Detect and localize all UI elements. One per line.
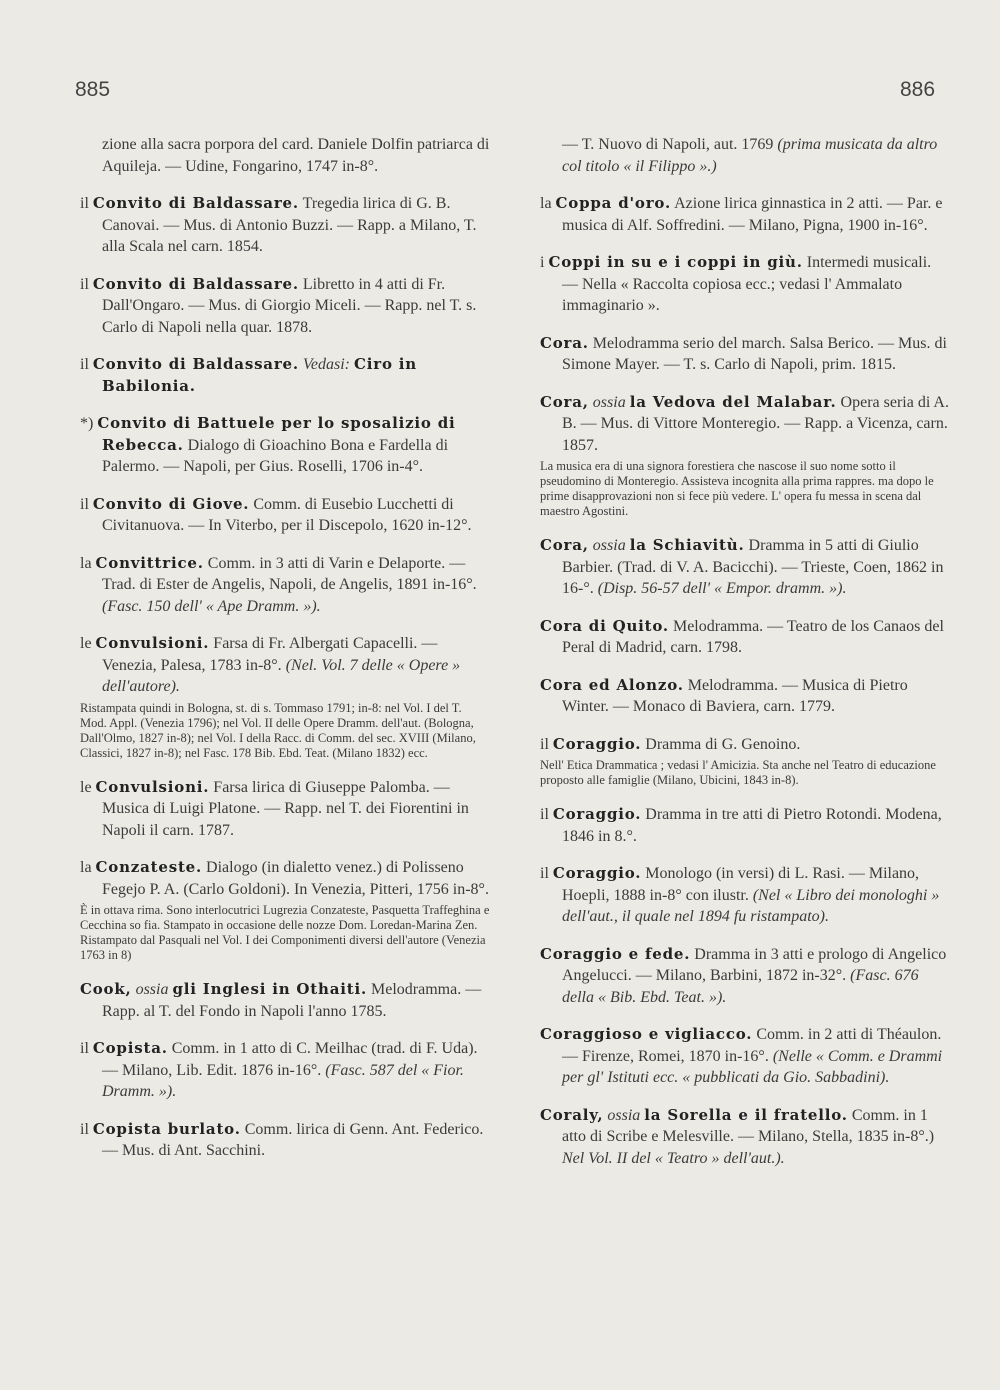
- entry-body: Intermedi musicali. — Nella « Raccolta copiosa ecc.; vedasi l' Ammalato immaginario ».: [562, 254, 932, 314]
- entry-headword: Cora ed Alonzo.: [540, 675, 684, 694]
- entry-body: zione alla sacra porpora del card. Daniele Dolfin patriarca di Aquileja. — Udine, Fongarino, 1747 in-8°.: [102, 136, 490, 175]
- entry-article: il: [80, 1040, 89, 1057]
- entry-article: il: [80, 275, 89, 293]
- entry-article: il: [80, 1120, 89, 1138]
- entry-article: il: [540, 865, 549, 882]
- entry-article: i: [540, 254, 545, 271]
- entry-headword: Convulsioni.: [95, 777, 210, 796]
- entry-headword: Convulsioni.: [95, 634, 210, 652]
- entry-headword: Coraggioso e vigliacco.: [540, 1025, 753, 1043]
- entry-headword: Convito di Baldassare.: [92, 194, 299, 212]
- dictionary-entry: [80, 553, 490, 618]
- entry-body: Dialogo (in dialetto venez.) di Polisseno Fegejo P. A. (Carlo Goldoni). In Venezia, Pitteri, 1756 in-8°.: [102, 859, 489, 898]
- entry-article: la: [80, 859, 92, 876]
- entry-headword: Copista.: [92, 1039, 168, 1057]
- entry-headword: Coraggio e fede.: [540, 944, 691, 963]
- entry-headword: Convito di Battuele per lo sposalizio di Rebecca.: [97, 414, 456, 454]
- dictionary-entry: [80, 494, 490, 537]
- entry-body: Libretto in 4 atti di Fr. Dall'Ongaro. — Mus. di Giorgio Miceli. — Rapp. nel T. s. Carlo di Napoli nella quar. 1878.: [102, 275, 477, 336]
- entry-body: Comm. in 1 atto di Scribe e Melesville. — Milano, Stella, 1835 in-8°.): [562, 1106, 935, 1145]
- entry-body: Azione lirica ginnastica in 2 atti. — Par. e musica di Alf. Soffredini. — Milano, Pigna, 1900 in-16°.: [562, 195, 943, 234]
- entry-headword: Coraggio.: [552, 734, 642, 753]
- entry-italic-note: (Nel « Libro dei monologhi » dell'aut., il quale nel 1894 fu ristampato).: [562, 886, 940, 925]
- dictionary-entry: [540, 193, 950, 236]
- entry-body: Comm. in 1 atto di C. Meilhac (trad. di F. Uda). — Milano, Lib. Edit. 1876 in-16°.: [102, 1040, 478, 1079]
- entry-headword: Cora.: [540, 333, 589, 352]
- entry-footnote: Nell' Etica Drammatica ; vedasi l' Amicizia. Sta anche nel Teatro di educazione proposto alle famiglie (Milano, Ubicini, 1843 in-8).: [540, 758, 936, 787]
- dictionary-entry: [80, 777, 490, 842]
- dictionary-entry: [540, 333, 950, 376]
- entry-article: le: [80, 635, 92, 652]
- entry-headword: Cora,: [540, 536, 589, 554]
- page-number-right: 886: [900, 78, 936, 101]
- right-column: [540, 134, 950, 1185]
- entry-headword: Cora,: [540, 392, 589, 411]
- dictionary-entry: [540, 252, 950, 317]
- dictionary-entry: [80, 274, 490, 339]
- entry-italic-note: (Fasc. 150 dell' « Ape Dramm. »).: [102, 597, 321, 615]
- dictionary-entry: [540, 944, 950, 1009]
- entry-headword: Coraggio.: [552, 805, 642, 823]
- entry-italic-word: ossia: [607, 1106, 641, 1124]
- dictionary-entry: [80, 413, 490, 478]
- entry-body: Farsa di Fr. Albergati Capacelli. — Venezia, Palesa, 1783 in-8°.: [102, 635, 438, 674]
- entry-headword-tail: Ciro in Babilonia.: [102, 355, 417, 395]
- entry-italic-note: (Disp. 56-57 dell' « Empor. dramm. »).: [597, 580, 847, 597]
- entry-headword-tail: la Schiavitù.: [629, 536, 745, 554]
- left-column: [80, 134, 490, 1178]
- dictionary-entry: [540, 535, 950, 600]
- entry-article: la: [540, 195, 552, 212]
- entry-body: Opera seria di A. B. — Mus. di Vittore Monteregio. — Rapp. a Vicenza, carn. 1857.: [562, 393, 949, 454]
- entry-article: la: [80, 554, 92, 572]
- entry-headword: Convito di Baldassare.: [92, 274, 299, 293]
- dictionary-entry: [540, 1105, 950, 1170]
- entry-italic-word: ossia: [135, 981, 169, 998]
- entry-article: il: [80, 356, 89, 373]
- entry-italic-word: ossia: [592, 393, 626, 411]
- entry-body: Comm. in 2 atti di Théaulon. — Firenze, Romei, 1870 in-16°.: [562, 1026, 942, 1065]
- dictionary-entry: [80, 354, 490, 397]
- entry-italic-note: (Fasc. 676 della « Bib. Ebd. Teat. »).: [562, 967, 919, 1006]
- entry-body: Farsa lirica di Giuseppe Palomba. — Musica di Luigi Platone. — Rapp. nel T. dei Fiorentini in Napoli il carn. 1787.: [102, 778, 469, 839]
- entry-headword-tail: la Vedova del Malabar.: [629, 392, 837, 411]
- dictionary-entry: [80, 979, 490, 1022]
- entry-article: il: [540, 735, 549, 753]
- entry-body: Dramma in 5 atti di Giulio Barbier. (Trad. di V. A. Bacicchi). — Trieste, Coen, 1862 in 16-°.: [562, 537, 944, 597]
- dictionary-entry: [80, 134, 490, 177]
- dictionary-entry: [540, 616, 950, 659]
- entry-headword: Convito di Giove.: [92, 494, 250, 513]
- dictionary-entry: [80, 193, 490, 258]
- entry-body: Comm. in 3 atti di Varin e Delaporte. — Trad. di Ester de Angelis, Napoli, de Angelis, 1891 in-16°.: [102, 554, 477, 593]
- entry-headword: Coraggio.: [552, 864, 642, 882]
- entry-headword: Copista burlato.: [92, 1119, 241, 1138]
- entry-headword: Coppa d'oro.: [555, 194, 671, 212]
- entry-body: Melodramma. — Musica di Pietro Winter. — Monaco di Baviera, carn. 1779.: [562, 676, 908, 715]
- entry-headword: Coraly,: [540, 1105, 604, 1124]
- entry-body: Monologo (in versi) di L. Rasi. — Milano, Hoepli, 1888 in-8° con ilustr.: [562, 865, 920, 904]
- dictionary-entry: [80, 1038, 490, 1103]
- dictionary-entry: [540, 392, 950, 520]
- entry-footnote: La musica era di una signora forestiera che nascose il suo nome sotto il pseudomino di Monteregio. Assisteva incognita alla prima rappres. ma dopo le prime disapprovazioni non si fece più vedere. L' opera fu messa in scena dal maestro Agostini.: [540, 459, 934, 518]
- entry-headword: Coppi in su e i coppi in giù.: [548, 253, 803, 271]
- dictionary-entry: [80, 857, 490, 963]
- entry-body: Melodramma. — Teatro de los Canaos del Peral di Madrid, carn. 1798.: [562, 617, 944, 656]
- entry-body: Dialogo di Gioachino Bona e Fardella di Palermo. — Napoli, per Gius. Roselli, 1706 in-4°.: [102, 436, 449, 475]
- entry-article: il: [80, 495, 89, 513]
- entry-italic-word: ossia: [592, 537, 626, 554]
- entry-body: — T. Nuovo di Napoli, aut. 1769: [562, 136, 774, 153]
- entry-headword: Cook,: [80, 980, 132, 998]
- entry-body: Comm. lirica di Genn. Ant. Federico. — Mus. di Ant. Sacchini.: [102, 1120, 484, 1159]
- dictionary-entry: [80, 633, 490, 761]
- entry-headword: Convittrice.: [95, 553, 204, 572]
- entry-body: Tregedia lirica di G. B. Canovai. — Mus. di Antonio Buzzi. — Rapp. a Milano, T. alla Scala nel carn. 1854.: [102, 195, 477, 255]
- entry-footnote: È in ottava rima. Sono interlocutrici Lugrezia Conzateste, Pasquetta Traffeghina e Cecchina so fia. Stampato in occasione delle nozze Dom. Loredan-Marina Zen. Ristampato dal Pasquali nel Vol. I dei Componimenti diversi dell'autore (Venezia 1763 in 8): [80, 903, 490, 962]
- dictionary-entry: [540, 863, 950, 928]
- entry-footnote: Ristampata quindi in Bologna, st. di s. Tommaso 1791; in-8: nel Vol. I del T. Mod. Appl. (Venezia 1796); nel Vol. II delle Opere Dramm. dell'aut. (Bologna, Dall'Olmo, 1827 in-8); nel Vol. I della Racc. di Comm. del sec. XVIII (Milano, Classici, 1827 in-8); nel Fasc. 178 Bib. Ebd. Teat. (Milano 1832) ecc.: [80, 700, 476, 760]
- entry-italic-word: Vedasi:: [302, 356, 351, 373]
- entry-article: le: [80, 778, 92, 796]
- entry-body: Melodramma. — Rapp. al T. del Fondo in Napoli l'anno 1785.: [102, 981, 482, 1020]
- entry-headword-tail: la Sorella e il fratello.: [644, 1105, 848, 1124]
- dictionary-entry: [540, 1024, 950, 1089]
- entry-body: Comm. di Eusebio Lucchetti di Civitanuova. — In Viterbo, per il Discepolo, 1620 in-12°.: [102, 495, 472, 534]
- entry-body: Dramma di G. Genoino.: [645, 735, 801, 753]
- entry-italic-note: Nel Vol. II del « Teatro » dell'aut.).: [562, 1149, 785, 1167]
- entry-italic-note: (Fasc. 587 del « Fior. Dramm. »).: [102, 1061, 464, 1100]
- entry-article: *): [80, 415, 94, 432]
- entry-italic-note: (Nelle « Comm. e Drammi per gl' Istituti ecc. « pubblicati da Gio. Sabbadini).: [562, 1047, 943, 1086]
- dictionary-entry: [540, 134, 950, 177]
- entry-headword: Cora di Quito.: [540, 616, 669, 635]
- entry-headword: Conzateste.: [95, 858, 203, 876]
- entry-headword: Convito di Baldassare.: [92, 355, 299, 373]
- entry-article: il: [540, 806, 549, 823]
- entry-headword-tail: gli Inglesi in Othaiti.: [172, 980, 368, 998]
- entry-body: Melodramma serio del march. Salsa Berico. — Mus. di Simone Mayer. — T. s. Carlo di Napoli, prim. 1815.: [562, 334, 947, 373]
- page-number-left: 885: [75, 78, 111, 101]
- dictionary-entry: [540, 804, 950, 847]
- entry-body: Dramma in 3 atti e prologo di Angelico Angelucci. — Milano, Barbini, 1872 in-32°.: [562, 945, 947, 984]
- dictionary-entry: [80, 1119, 490, 1162]
- dictionary-entry: [540, 675, 950, 718]
- entry-body: Dramma in tre atti di Pietro Rotondi. Modena, 1846 in 8.°.: [562, 806, 942, 845]
- entry-article: il: [80, 195, 89, 212]
- dictionary-entry: [540, 734, 950, 789]
- entry-italic-note: (Nel. Vol. 7 delle « Opere » dell'autore).: [102, 656, 461, 695]
- entry-italic-note: (prima musicata da altro col titolo « il Filippo ».): [562, 136, 938, 175]
